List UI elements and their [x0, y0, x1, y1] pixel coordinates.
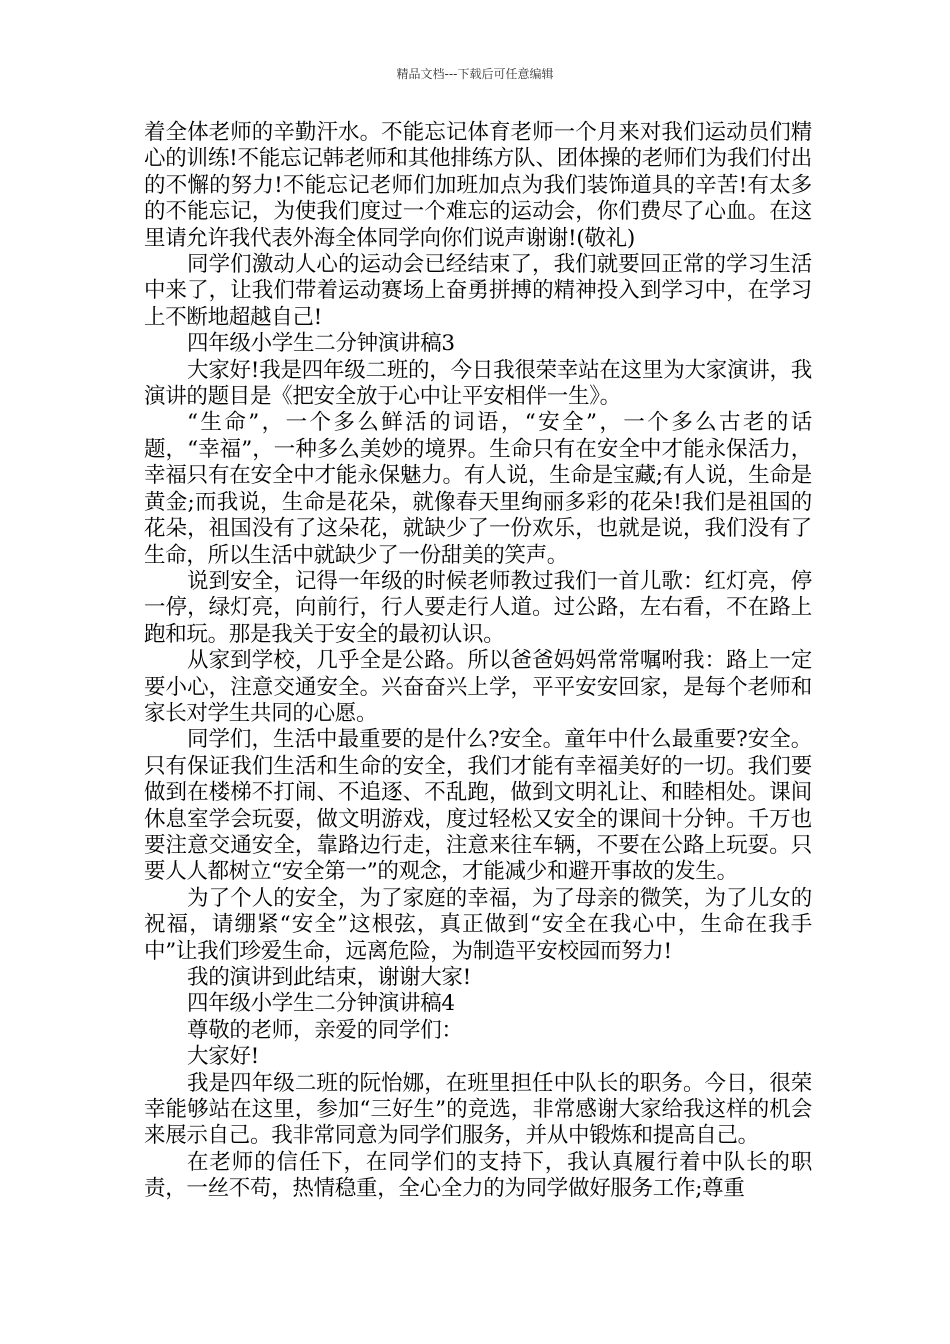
paragraph: 同学们激动人心的运动会已经结束了，我们就要回正常的学习生活中来了，让我们带着运动赛场上奋勇拼搏的精神投入到学习中，在学习上不断地超越自己!	[144, 252, 812, 330]
paragraph: “生命”，一个多么鲜活的词语，“安全”，一个多么古老的话题，“幸福”，一种多么美妙的境界。生命只有在安全中才能永保活力，幸福只有在安全中才能永保魅力。有人说，生命是宝藏;有人说，生命是黄金;而我说，生命是花朵，就像春天里绚丽多彩的花朵!我们是祖国的花朵，祖国没有了这朵花，就缺少了一份欢乐，也就是说，我们没有了生命，所以生活中就缺少了一份甜美的笑声。	[144, 410, 812, 568]
document-body	[144, 120, 812, 1203]
paragraph: 大家好!我是四年级二班的，今日我很荣幸站在这里为大家演讲，我演讲的题目是《把安全放于心中让平安相伴一生》。	[144, 357, 812, 410]
paragraph: 为了个人的安全，为了家庭的幸福，为了母亲的微笑，为了儿女的祝福，请绷紧“安全”这根弦，真正做到“安全在我心中，生命在我手中”让我们珍爱生命，远离危险，为制造平安校园而努力!	[144, 885, 812, 964]
greeting: 大家好!	[187, 1044, 259, 1070]
paragraph: 着全体老师的辛勤汗水。不能忘记体育老师一个月来对我们运动员们精心的训练!不能忘记韩老师和其他排练方队、团体操的老师们为我们付出的不懈的努力!不能忘记老师们加班加点为我们装饰道具的辛苦!有太多的不能忘记，为使我们度过一个难忘的运动会，你们费尽了心血。在这里请允许我代表外海全体同学向你们说声谢谢!(敬礼)	[144, 120, 812, 251]
section-title: 四年级小学生二分钟演讲稿4	[187, 991, 455, 1017]
paragraph: 我是四年级二班的阮怡娜，在班里担任中队长的职务。今日，很荣幸能够站在这里，参加“三好生”的竞选，非常感谢大家给我这样的机会来展示自己。我非常同意为同学们服务，并从中锻炼和提高自己。	[144, 1070, 812, 1149]
paragraph: 同学们，生活中最重要的是什么?安全。童年中什么最重要?安全。只有保证我们生活和生命的安全，我们才能有幸福美好的一切。我们要做到在楼梯不打闹、不追逐、不乱跑，做到文明礼让、和睦相处。课间休息室学会玩耍，做文明游戏，度过轻松又安全的课间十分钟。千万也要注意交通安全，靠路边行走，注意来往车辆，不要在公路上玩耍。只要人人都树立“安全第一”的观念，才能减少和避开事故的发生。	[144, 727, 812, 885]
paragraph: 我的演讲到此结束，谢谢大家!	[187, 965, 471, 990]
paragraph: 说到安全，记得一年级的时候老师教过我们一首儿歌：红灯亮，停一停，绿灯亮，向前行，行人要走行人道。过公路，左右看，不在路上跑和玩。那是我关于安全的最初认识。	[144, 568, 812, 647]
section-title: 四年级小学生二分钟演讲稿3	[187, 331, 455, 357]
page-header: 精品文档---下载后可任意编辑	[396, 67, 554, 81]
salutation: 尊敬的老师，亲爱的同学们：	[187, 1017, 463, 1043]
paragraph: 在老师的信任下，在同学们的支持下，我认真履行着中队长的职责，一丝不苟，热情稳重，全心全力的为同学做好服务工作;尊重	[144, 1149, 812, 1202]
paragraph: 从家到学校，几乎全是公路。所以爸爸妈妈常常嘱咐我：路上一定要小心，注意交通安全。兴奋奋兴上学，平平安安回家，是每个老师和家长对学生共同的心愿。	[144, 648, 812, 726]
